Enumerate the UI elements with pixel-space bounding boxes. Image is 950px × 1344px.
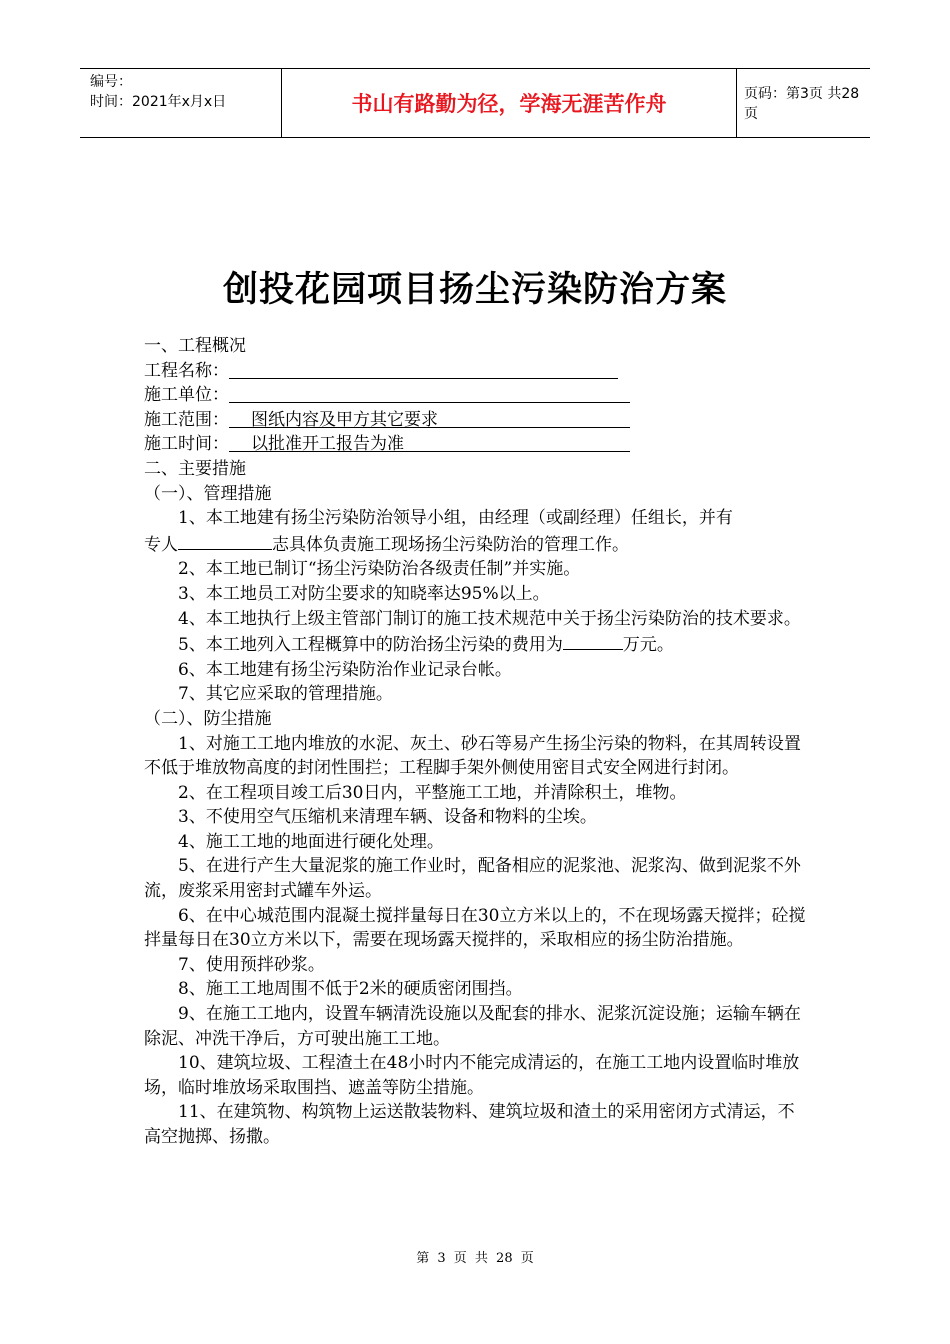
text: 万元。 xyxy=(622,635,674,656)
subsection-heading: （二）、防尘措施 xyxy=(144,708,272,729)
blank-line xyxy=(563,631,623,650)
text: 专人 xyxy=(144,534,178,555)
field-label: 工程名称： xyxy=(144,360,229,381)
paragraph: 9、在施工工地内，设置车辆清洗设施以及配套的排水、泥浆沉淀设施；运输车辆在除泥、冲洗干净后，方可驶出施工工地。 xyxy=(144,1004,801,1049)
contractor-field xyxy=(144,383,810,408)
field-value: 图纸内容及甲方其它要求 xyxy=(229,408,630,428)
scope-field xyxy=(144,408,810,433)
paragraph: 7、使用预拌砂浆。 xyxy=(178,954,325,975)
header-meta-cell xyxy=(80,69,281,137)
header-table xyxy=(80,68,870,138)
section-heading: 一、工程概况 xyxy=(144,336,246,356)
paragraph: 11、在建筑物、构筑物上运送散装物料、建筑垃圾和渣土的采用密闭方式清运，不高空抛掷、扬撒。 xyxy=(144,1102,795,1147)
paragraph xyxy=(144,531,810,558)
document-body xyxy=(144,334,810,1150)
header-page-info: 页码：第3页 共28页 xyxy=(744,86,860,122)
paragraph: 1、本工地建有扬尘污染防治领导小组，由经理（或副经理）任组长，并有 xyxy=(178,508,733,529)
time-field xyxy=(144,432,810,457)
field-value: 以批准开工报告为准 xyxy=(229,432,630,452)
page-footer: 第 3 页 共 28 页 xyxy=(416,1251,534,1266)
paragraph: 6、在中心城范围内混凝土搅拌量每日在30立方米以上的，不在现场露天搅拌；砼搅拌量每日在30立方米以下，需要在现场露天搅拌的，采取相应的扬尘防治措施。 xyxy=(144,905,806,951)
subsection-heading: （一）、管理措施 xyxy=(144,483,272,504)
text: 志具体负责施工现场扬尘污染防治的管理工作。 xyxy=(272,534,629,555)
paragraph: 3、不使用空气压缩机来清理车辆、设备和物料的尘埃。 xyxy=(178,807,597,828)
project-name-field xyxy=(144,359,810,384)
time-label: 时间：2021年x月x日 xyxy=(90,94,227,110)
paragraph: 2、本工地已制订“扬尘污染防治各级责任制”并实施。 xyxy=(178,559,581,580)
header-motto: 书山有路勤为径，学海无涯苦作舟 xyxy=(281,69,737,137)
paragraph: 1、对施工工地内堆放的水泥、灰土、砂石等易产生扬尘污染的物料，在其周转设置不低于堆放物高度的封闭性围拦；工程脚手架外侧使用密目式安全网进行封闭。 xyxy=(144,733,801,779)
paragraph: 8、施工工地周围不低于2米的硬质密闭围挡。 xyxy=(178,979,523,1000)
field-label: 施工时间： xyxy=(144,434,229,455)
paragraph: 5、在进行产生大量泥浆的施工作业时，配备相应的泥浆池、泥浆沟、做到泥浆不外流，废浆采用密封式罐车外运。 xyxy=(144,856,801,902)
paragraph: 7、其它应采取的管理措施。 xyxy=(178,684,393,705)
document-title: 创投花园项目扬尘污染防治方案 xyxy=(222,270,727,310)
number-label: 编号： xyxy=(90,74,132,90)
field-label: 施工范围： xyxy=(144,409,229,430)
field-label: 施工单位： xyxy=(144,385,229,406)
paragraph: 2、在工程项目竣工后30日内，平整施工工地，并清除积土，堆物。 xyxy=(178,782,687,803)
section-heading: 二、主要措施 xyxy=(144,458,246,479)
text: 5、本工地列入工程概算中的防治扬尘污染的费用为 xyxy=(178,635,563,656)
paragraph: 6、本工地建有扬尘污染防治作业记录台帐。 xyxy=(178,659,512,680)
field-blank xyxy=(229,383,630,403)
paragraph xyxy=(144,631,810,658)
paragraph: 3、本工地员工对防尘要求的知晓率达95%以上。 xyxy=(178,583,550,604)
paragraph: 4、本工地执行上级主管部门制订的施工技术规范中关于扬尘污染防治的技术要求。 xyxy=(178,608,801,629)
paragraph: 4、施工工地的地面进行硬化处理。 xyxy=(178,831,444,852)
paragraph: 10、建筑垃圾、工程渣土在48小时内不能完成清运的，在施工工地内设置临时堆放场，临时堆放场采取围挡、遮盖等防尘措施。 xyxy=(144,1053,800,1098)
field-blank xyxy=(229,359,618,379)
blank-line xyxy=(178,531,272,550)
